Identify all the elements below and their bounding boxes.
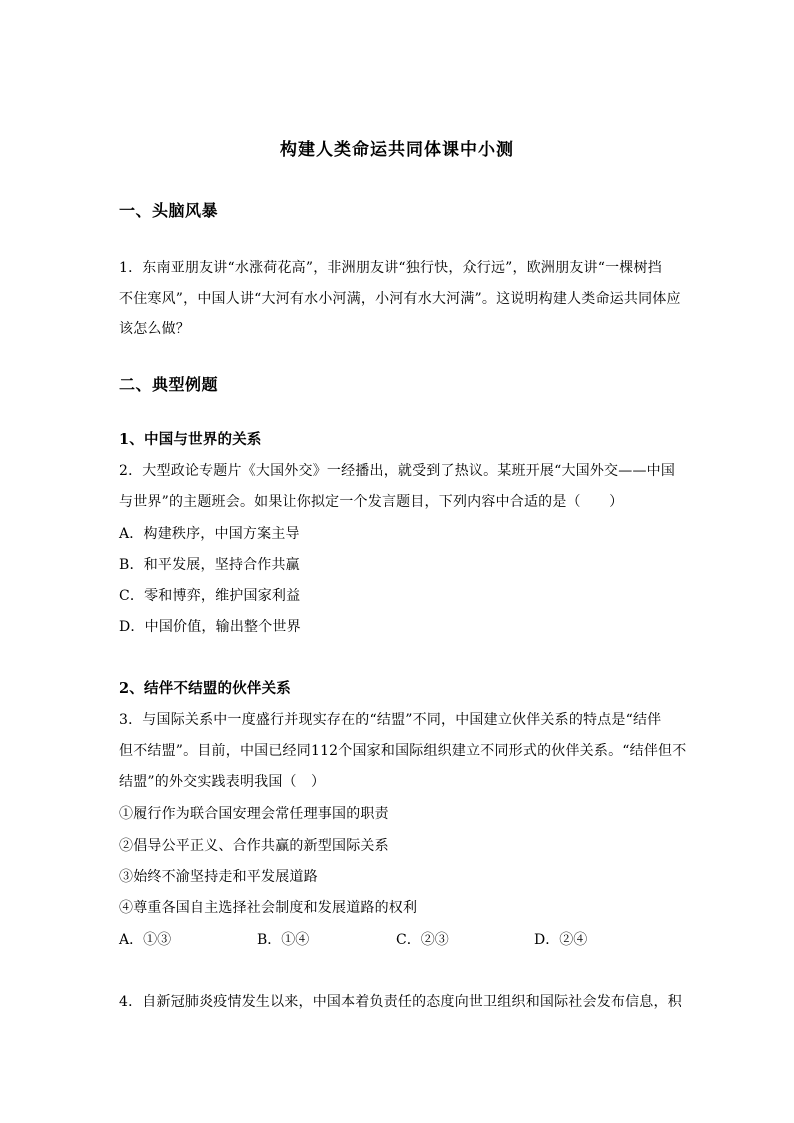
question-1-line-3: 该怎么做？ [119, 321, 190, 337]
question-3-line-1: 3．与国际关系中一度盛行并现实存在的“结盟”不同，中国建立伙伴关系的特点是“结伴 [119, 712, 662, 728]
question-1-line-2: 不住寒风”，中国人讲“大河有水小河满，小河有水大河满”。这说明构建人类命运共同体应 [119, 291, 681, 307]
question-4-line-1: 4．自新冠肺炎疫情发生以来，中国本着负责任的态度向世卫组织和国际社会发布信息，积 [119, 994, 682, 1010]
section-heading-typical-examples: 二、典型例题 [119, 375, 219, 394]
question-2-line-2: 与世界”的主题班会。如果让你拟定一个发言题目，下列内容中合适的是（ ） [119, 494, 624, 510]
question-1-line-1: 1．东南亚朋友讲“水涨荷花高”，非洲朋友讲“独行快，众行远”，欧洲朋友讲“一棵树挡 [119, 260, 662, 276]
page-title: 构建人类命运共同体课中小测 [280, 140, 514, 160]
question-3-line-2: 但不结盟”。目前，中国已经同112个国家和国际组织建立不同形式的伙伴关系。“结伴但不 [119, 743, 687, 759]
question-3-statement-1: ①履行作为联合国安理会常任理事国的职责 [119, 806, 389, 822]
question-2-option-c: C．零和博弈，维护国家利益 [119, 588, 301, 604]
question-3-choice-d: D．②④ [534, 932, 588, 948]
subsection-heading-china-and-world: 1、中国与世界的关系 [119, 431, 262, 448]
question-3-choice-c: C．②③ [396, 932, 449, 948]
question-3-statement-3: ③始终不渝坚持走和平发展道路 [119, 869, 318, 885]
question-3-choice-a: A．①③ [119, 932, 172, 948]
subsection-heading-partnership: 2、结伴不结盟的伙伴关系 [119, 680, 291, 697]
question-3-statement-4: ④尊重各国自主选择社会制度和发展道路的权利 [119, 900, 418, 916]
question-2-option-b: B．和平发展，坚持合作共赢 [119, 557, 300, 573]
section-heading-brainstorm: 一、头脑风暴 [119, 201, 219, 220]
question-3-choice-b: B．①④ [257, 932, 310, 948]
question-3-choices [119, 931, 679, 949]
question-3-statement-2: ②倡导公平正义、合作共赢的新型国际关系 [119, 838, 389, 854]
question-2-option-d: D．中国价值，输出整个世界 [119, 619, 301, 635]
question-2-line-1: 2．大型政论专题片《大国外交》一经播出，就受到了热议。某班开展“大国外交——中国 [119, 463, 676, 479]
question-3-line-3: 结盟”的外交实践表明我国（ ） [119, 774, 326, 790]
question-2-option-a: A．构建秩序，中国方案主导 [119, 526, 300, 542]
